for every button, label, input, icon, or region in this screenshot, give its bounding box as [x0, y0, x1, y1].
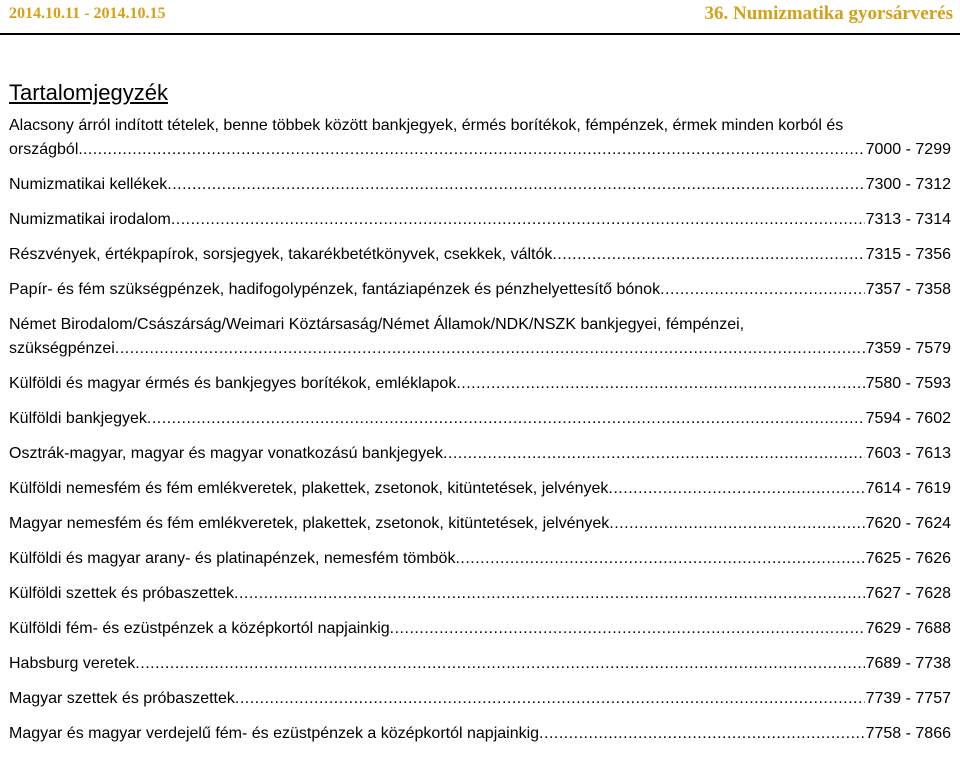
toc-entry-page-range: 7300 - 7312 [865, 176, 951, 193]
toc-entry[interactable] [9, 617, 951, 641]
header-title: 36. Numizmatika gyorsárverés [704, 3, 953, 24]
toc-entry-line [9, 477, 951, 501]
toc-entry[interactable] [9, 243, 951, 267]
toc-entry-line [9, 442, 951, 466]
toc-dot-leader [135, 652, 864, 676]
toc-entry[interactable] [9, 442, 951, 466]
toc-dot-leader [455, 547, 864, 571]
toc-entry[interactable] [9, 722, 951, 746]
toc-entry[interactable] [9, 173, 951, 197]
toc-entry-label: Papír- és fém szükségpénzek, hadifogolypénzek, fantáziapénzek és pénzhelyettesítő bónok [9, 281, 661, 298]
toc-entry-page-range: 7620 - 7624 [865, 515, 951, 532]
toc-entry-page-range: 7603 - 7613 [865, 445, 951, 462]
header-date: 2014.10.11 - 2014.10.15 [9, 5, 166, 22]
toc-entry-page-range: 7739 - 7757 [865, 690, 951, 707]
toc-entry-label-first-line: Alacsony árról indított tételek, benne többek között bankjegyek, érmés borítékok, fémpénzek, érmek minden korból és [9, 117, 844, 134]
toc-entry-page-range: 7614 - 7619 [865, 480, 951, 497]
toc-entry-line [9, 372, 951, 396]
toc-entry[interactable] [9, 114, 951, 162]
toc-dot-leader [608, 477, 864, 501]
toc-entry-label: Habsburg veretek [9, 655, 136, 672]
page-header [0, 0, 960, 28]
toc-entry-label: Osztrák-magyar, magyar és magyar vonatkozású bankjegyek [9, 445, 443, 462]
toc-entry[interactable] [9, 372, 951, 396]
toc-dot-leader [83, 138, 865, 162]
toc-entry-label: Külföldi szettek és próbaszettek [9, 585, 235, 602]
toc-dot-leader [235, 687, 865, 711]
toc-entry-label: Külföldi nemesfém és fém emlékveretek, plakettek, zsetonok, kitüntetések, jelvények [9, 480, 609, 497]
toc-dot-leader [147, 407, 865, 431]
toc-entry-line [9, 337, 951, 361]
toc-entry[interactable] [9, 547, 951, 571]
toc-entry-line [9, 243, 951, 267]
toc-entry-page-range: 7313 - 7314 [865, 211, 951, 228]
toc-entry-line [9, 407, 951, 431]
toc-dot-leader [609, 512, 864, 536]
toc-dot-leader [390, 617, 865, 641]
toc-entry-label: Magyar szettek és próbaszettek [9, 690, 235, 707]
toc-dot-leader [456, 372, 864, 396]
toc-entry-label-first-line: Német Birodalom/Császárság/Weimari Köztársaság/Német Államok/NDK/NSZK bankjegyei, fémpénzei, [9, 316, 745, 333]
toc-entry[interactable] [9, 582, 951, 606]
toc-entry-line [9, 687, 951, 711]
toc-dot-leader [171, 208, 865, 232]
toc-entry-label: szükségpénzei [9, 340, 115, 357]
toc-entry-line [9, 278, 951, 302]
toc-entry-page-range: 7315 - 7356 [865, 246, 951, 263]
table-of-contents [9, 114, 951, 757]
toc-entry[interactable] [9, 208, 951, 232]
toc-dot-leader [660, 278, 865, 302]
toc-entry-label: Magyar nemesfém és fém emlékveretek, plakettek, zsetonok, kitüntetések, jelvények [9, 515, 610, 532]
toc-entry[interactable] [9, 278, 951, 302]
toc-dot-leader [539, 722, 865, 746]
toc-entry-line [9, 652, 951, 676]
toc-entry-label: országból. [9, 141, 83, 158]
header-rule [0, 33, 960, 35]
toc-entry-page-range: 7594 - 7602 [865, 410, 951, 427]
toc-entry-page-range: 7627 - 7628 [865, 585, 951, 602]
toc-entry[interactable] [9, 687, 951, 711]
toc-entry-label: Részvények, értékpapírok, sorsjegyek, takarékbetétkönyvek, csekkek, váltók [9, 246, 553, 263]
toc-entry[interactable] [9, 477, 951, 501]
toc-entry-page-range: 7357 - 7358 [865, 281, 951, 298]
toc-entry-page-range: 7359 - 7579 [865, 340, 951, 357]
toc-entry-label: Külföldi és magyar arany- és platinapénzek, nemesfém tömbök [9, 550, 456, 567]
toc-entry-label: Külföldi bankjegyek [9, 410, 147, 427]
toc-dot-leader [234, 582, 865, 606]
toc-entry-label: Külföldi fém- és ezüstpénzek a középkortól napjainkig [9, 620, 390, 637]
toc-entry-label: Numizmatikai irodalom [9, 211, 171, 228]
toc-entry-page-range: 7580 - 7593 [865, 375, 951, 392]
toc-entry[interactable] [9, 407, 951, 431]
toc-entry-page-range: 7629 - 7688 [865, 620, 951, 637]
toc-entry-line [9, 617, 951, 641]
toc-entry[interactable] [9, 512, 951, 536]
toc-entry-label: Numizmatikai kellékek [9, 176, 168, 193]
toc-entry-line [9, 547, 951, 571]
toc-entry-line [9, 512, 951, 536]
toc-entry-page-range: 7000 - 7299 [865, 141, 951, 158]
toc-dot-leader [552, 243, 864, 267]
toc-entry[interactable] [9, 313, 951, 361]
toc-entry-page-range: 7625 - 7626 [865, 550, 951, 567]
toc-dot-leader [443, 442, 865, 466]
toc-dot-leader [167, 173, 864, 197]
toc-entry-label: Külföldi és magyar érmés és bankjegyes borítékok, emléklapok [9, 375, 457, 392]
toc-entry-line [9, 138, 951, 162]
toc-entry-line [9, 722, 951, 746]
toc-entry-label: Magyar és magyar verdejelű fém- és ezüstpénzek a középkortól napjainkig [9, 725, 540, 742]
toc-dot-leader [115, 337, 865, 361]
toc-entry-line [9, 582, 951, 606]
toc-title: Tartalomjegyzék [9, 80, 168, 105]
toc-entry-page-range: 7758 - 7866 [865, 725, 951, 742]
toc-entry-page-range: 7689 - 7738 [865, 655, 951, 672]
toc-entry-line [9, 173, 951, 197]
toc-entry-line [9, 208, 951, 232]
toc-entry[interactable] [9, 652, 951, 676]
